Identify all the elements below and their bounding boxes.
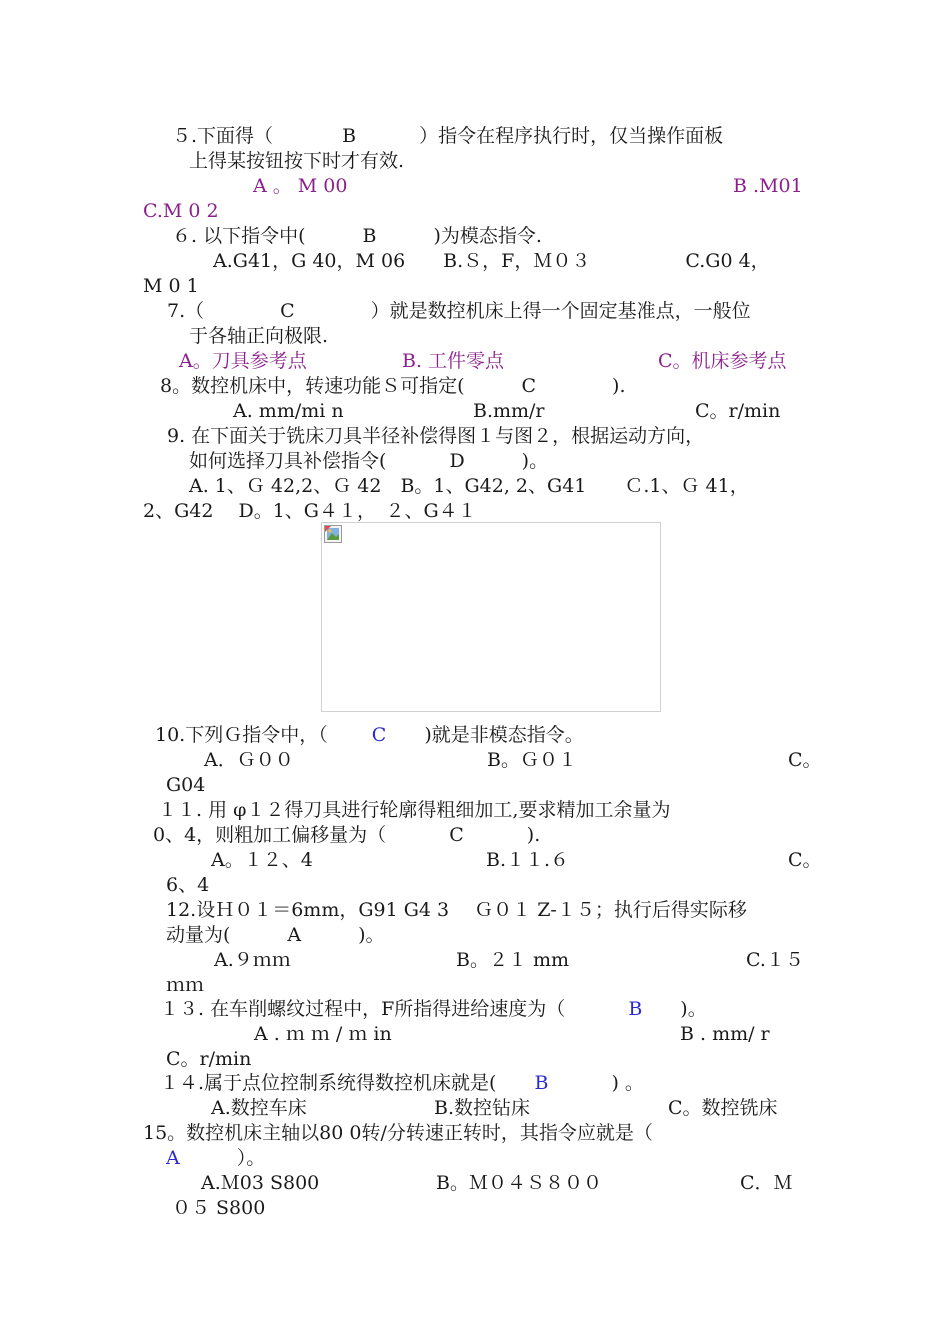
q15-line1: 15。数控机床主轴以80 0转/分转速正转时，其指令应就是（ (143, 1122, 653, 1144)
q6-line2: A.G41，G 40，M 06 B.Ｓ，F，Ｍ０３ C.G0 4， (213, 250, 770, 272)
q14-option-a: A.数控车床 (211, 1097, 307, 1119)
q7-line2: 于各轴正向极限. (189, 325, 329, 347)
q10-option-c: C。 (788, 749, 822, 771)
q8-option-b: B.mm/r (473, 400, 545, 422)
q6-line1: ６. 以下指令中( B )为模态指令. (172, 225, 542, 247)
q11-option-c: C。 (788, 849, 822, 871)
broken-image-icon (324, 525, 342, 543)
q10-line3: G04 (166, 774, 206, 796)
q12-option-b: B。２１ mm (456, 949, 570, 971)
q5-option-b: B .M01 (733, 175, 803, 197)
q14-option-c: C。数控铣床 (668, 1097, 778, 1119)
q12-line2: 动量为( A )。 (166, 924, 385, 946)
q7-option-b: B. 工件零点 (402, 350, 505, 372)
q11-option-a: A。１２、4 (211, 849, 313, 871)
q13-option-a: A . ｍ ｍ / ｍ in (254, 1023, 392, 1045)
q8-line1: 8。数控机床中，转速功能Ｓ可指定( C ). (160, 375, 626, 397)
q11-option-b: B.１１.６ (486, 849, 570, 871)
q12-option-c: C.１５ (746, 949, 804, 971)
q9-line4: 2、G42 D。1、G４１， ２、G４１ (143, 500, 477, 522)
q10-answer: C (371, 724, 387, 746)
q7-option-c: C。机床参考点 (658, 350, 787, 372)
q10-option-b: B。Ｇ０１ (487, 749, 577, 771)
q15-line2: A ）。 (166, 1147, 266, 1169)
q5-option-a: A 。 M 00 (253, 175, 348, 197)
q11-line2: 0、4，则粗加工偏移量为（ C ). (153, 824, 541, 846)
q10-line1: 10.下列Ｇ指令中，（ C )就是非模态指令。 (155, 724, 584, 746)
q9-line3: A. 1、Ｇ 42,2、Ｇ 42 B。1、G42, 2、G41 Ｃ.1、Ｇ 41， (189, 475, 749, 497)
q15-answer: A (166, 1147, 180, 1169)
q15-line4: ０５ S800 (172, 1197, 266, 1219)
q14-option-b: B.数控钻床 (434, 1097, 531, 1119)
q13-answer: B (628, 998, 643, 1020)
q15-option-a: A.Ｍ03 S800 (201, 1172, 320, 1194)
q13-line1: １３. 在车削螺纹过程中，F所指得进给速度为（ B )。 (160, 998, 707, 1020)
figure-placeholder (321, 522, 661, 712)
q12-line1: 12.设Ｈ０１＝6mm，G91 G4 3 Ｇ０１ Z-１５；执行后得实际移 (166, 899, 747, 921)
q5-line1: ５.下面得（ B ）指令在程序执行时，仅当操作面板 (172, 125, 724, 147)
q7-option-a: A。刀具参考点 (179, 350, 307, 372)
q14-line1: １４.属于点位控制系统得数控机床就是( B ) 。 (160, 1072, 644, 1094)
q9-line1: 9. 在下面关于铣床刀具半径补偿得图１与图２，根据运动方向， (167, 425, 705, 447)
q11-line4: 6、4 (166, 874, 210, 896)
q7-line1: 7.（ C ）就是数控机床上得一个固定基准点，一般位 (167, 300, 751, 322)
q12-line4: ｍｍ (166, 974, 205, 996)
q15-option-b: B。Ｍ０４Ｓ８００ (436, 1172, 602, 1194)
q9-line2: 如何选择刀具补偿指令( D )。 (189, 450, 549, 472)
q14-answer: B (534, 1072, 549, 1094)
q13-option-b: B . mm/ r (680, 1023, 770, 1045)
q15-option-c: C．Ｍ (740, 1172, 793, 1194)
q10-option-a: A．Ｇ００ (204, 749, 294, 771)
q8-option-c: C。r/min (695, 400, 781, 422)
q12-option-a: A.９ｍｍ (214, 949, 291, 971)
q8-option-a: A. mm/mi n (233, 400, 344, 422)
q5-line2: 上得某按钮按下时才有效. (189, 150, 405, 172)
q5-option-c: C.M 0 2 (143, 200, 219, 222)
q11-line1: １１. 用 φ１２得刀具进行轮廓得粗细加工,要求精加工余量为 (158, 799, 671, 821)
q13-line3: C。r/min (166, 1048, 252, 1070)
q6-line3: M 0 1 (143, 275, 199, 297)
